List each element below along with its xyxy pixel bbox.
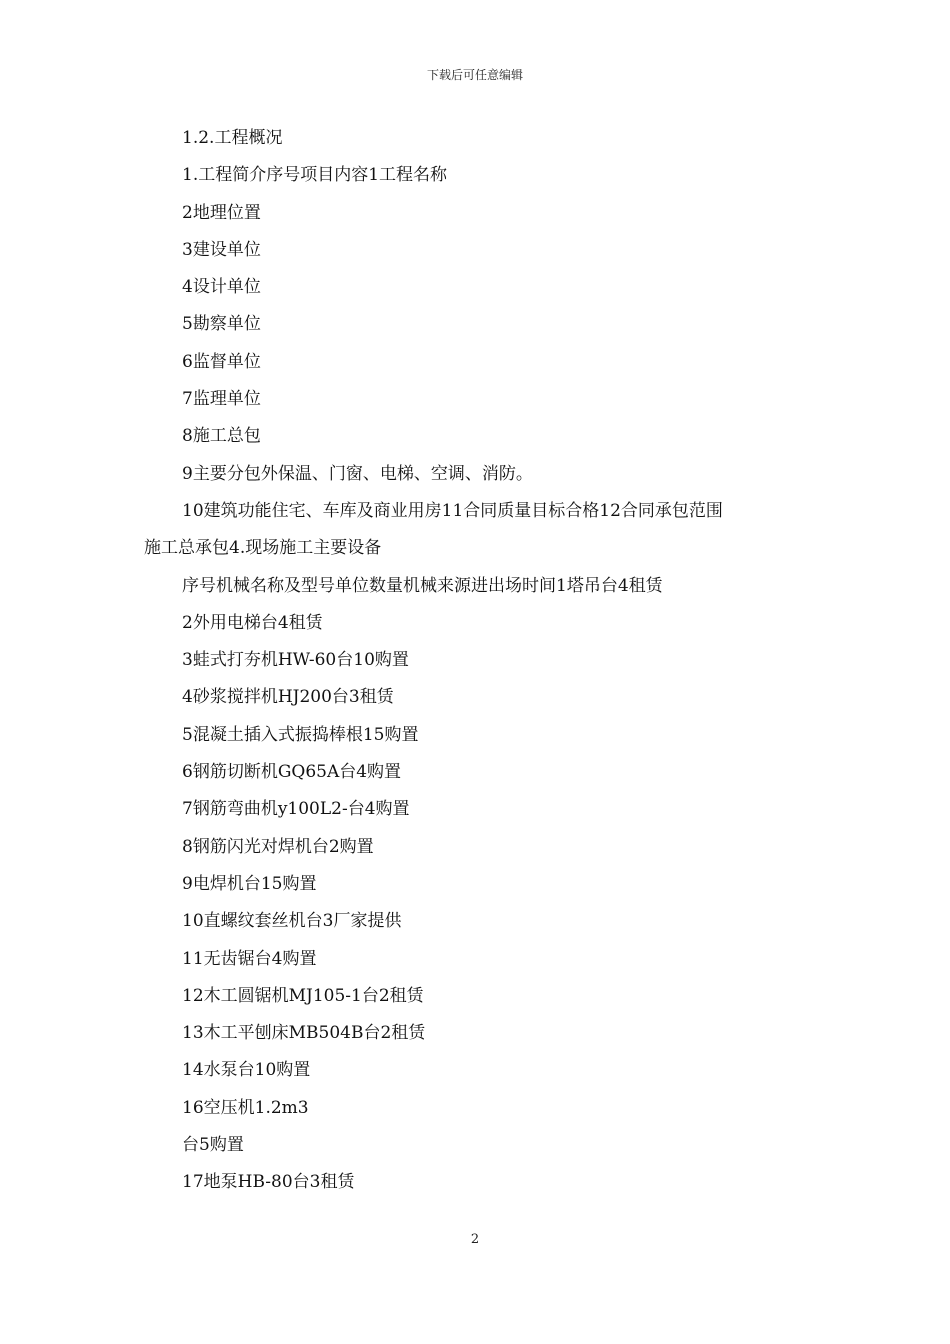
paragraph-line: 17地泵HB-80台3租赁 xyxy=(182,1172,355,1193)
paragraph-line: 7钢筋弯曲机y100L2-台4购置 xyxy=(182,799,410,820)
paragraph-line: 4砂浆搅拌机HJ200台3租赁 xyxy=(182,687,394,708)
paragraph-line: 序号机械名称及型号单位数量机械来源进出场时间1塔吊台4租赁 xyxy=(182,575,663,596)
paragraph-line: 11无齿锯台4购置 xyxy=(182,948,317,969)
paragraph-line: 3蛙式打夯机HW-60台10购置 xyxy=(182,650,409,671)
paragraph-line: 4设计单位 xyxy=(182,277,261,298)
paragraph-line: 6监督单位 xyxy=(182,351,261,372)
paragraph-line: 16空压机1.2m3 xyxy=(182,1097,309,1118)
paragraph-line: 8钢筋闪光对焊机台2购置 xyxy=(182,836,374,857)
paragraph-line: 1.工程简介序号项目内容1工程名称 xyxy=(182,165,448,186)
document-body xyxy=(144,120,824,1202)
paragraph-line: 3建设单位 xyxy=(182,239,261,260)
paragraph-line: 8施工总包 xyxy=(182,426,261,447)
paragraph-line: 9主要分包外保温、门窗、电梯、空调、消防。 xyxy=(182,463,533,484)
paragraph-line: 2外用电梯台4租赁 xyxy=(182,612,323,633)
paragraph-line: 10建筑功能住宅、车库及商业用房11合同质量目标合格12合同承包范围 xyxy=(182,500,723,521)
page-number: 2 xyxy=(470,1232,480,1247)
paragraph-line: 台5购置 xyxy=(182,1135,244,1156)
page-header: 下载后可任意编辑 xyxy=(426,68,523,82)
paragraph-line: 6钢筋切断机GQ65A台4购置 xyxy=(182,762,402,783)
paragraph-line: 9电焊机台15购置 xyxy=(182,873,317,894)
paragraph-line: 5勘察单位 xyxy=(182,314,261,335)
paragraph-line: 14水泵台10购置 xyxy=(182,1060,311,1081)
paragraph-line: 施工总承包4.现场施工主要设备 xyxy=(144,538,382,559)
section-heading: 1.2.工程概况 xyxy=(182,128,283,148)
paragraph-line: 7监理单位 xyxy=(182,389,261,410)
paragraph-line: 10直螺纹套丝机台3厂家提供 xyxy=(182,911,402,932)
paragraph-line: 12木工圆锯机MJ105-1台2租赁 xyxy=(182,985,424,1006)
paragraph-line: 2地理位置 xyxy=(182,202,261,223)
paragraph-line: 13木工平刨床MB504B台2租赁 xyxy=(182,1023,426,1044)
paragraph-line: 5混凝土插入式振捣棒根15购置 xyxy=(182,724,419,745)
